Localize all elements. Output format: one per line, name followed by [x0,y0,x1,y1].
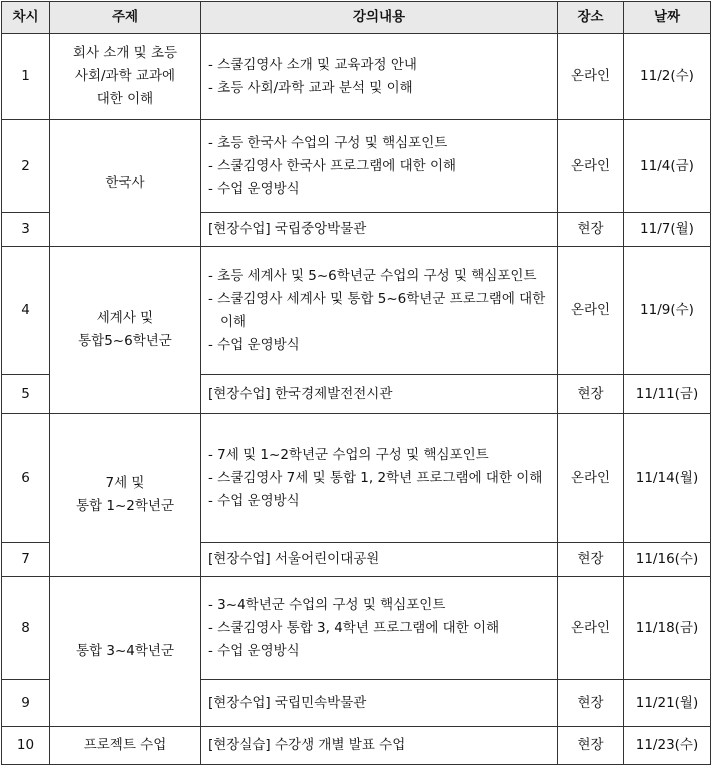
content-cell [201,213,558,247]
topic-line: 7세 및 [105,475,145,491]
topic-line: 세계사 및 [96,310,154,326]
content-line: - 초등 한국사 수업의 구성 및 핵심포인트 [208,134,448,151]
topic-line: 통합 1~2학년군 [76,498,174,514]
content-line: - 스쿨김영사 한국사 프로그램에 대한 이해 [208,157,457,174]
content-line: - 스쿨김영사 7세 및 통합 1, 2학년 프로그램에 대한 이해 [208,469,543,486]
header-topic: 주제 [50,2,201,34]
table-row [2,577,711,680]
place-cell: 온라인 [558,577,624,680]
content-line: [현장수업] 국립중앙박물관 [208,221,367,237]
header-place: 장소 [558,2,624,34]
table-row [2,120,711,213]
topic-line: 사회/과학 교과에 [74,68,176,84]
session-number: 3 [2,213,50,247]
session-number: 2 [2,120,50,213]
content-line: - 수업 운영방식 [208,642,300,659]
table-row [2,727,711,765]
content-line: - 3~4학년군 수업의 구성 및 핵심포인트 [208,596,446,613]
place-cell: 현장 [558,543,624,577]
place-cell: 현장 [558,680,624,727]
topic-line: 통합 3~4학년군 [76,643,174,659]
content-cell [201,680,558,727]
content-line: [현장수업] 서울어린이대공원 [208,551,380,567]
session-number: 6 [2,414,50,543]
content-cell [201,375,558,414]
topic-cell [50,247,201,414]
content-line: - 스쿨김영사 소개 및 교육과정 안내 [208,56,417,73]
session-number: 10 [2,727,50,765]
content-cell [201,120,558,213]
table-row [2,34,711,120]
date-cell: 11/16(수) [624,543,711,577]
topic-cell [50,727,201,765]
date-cell: 11/7(월) [624,213,711,247]
place-cell: 온라인 [558,120,624,213]
header-session: 차시 [2,2,50,34]
content-line: - 수업 운영방식 [208,492,300,509]
date-cell: 11/4(금) [624,120,711,213]
content-cell [201,543,558,577]
content-line: - 스쿨김영사 세계사 및 통합 5~6학년군 프로그램에 대한 이해 [208,290,546,330]
session-number: 7 [2,543,50,577]
topic-cell [50,577,201,727]
header-content: 강의내용 [201,2,558,34]
content-line: - 수업 운영방식 [208,336,300,353]
content-line: - 초등 사회/과학 교과 분석 및 이해 [208,79,413,96]
content-line: - 스쿨김영사 통합 3, 4학년 프로그램에 대한 이해 [208,619,500,636]
content-line: - 초등 세계사 및 5~6학년군 수업의 구성 및 핵심포인트 [208,267,537,284]
content-cell [201,247,558,375]
place-cell: 현장 [558,727,624,765]
session-number: 8 [2,577,50,680]
topic-line: 대한 이해 [96,91,154,107]
header-date: 날짜 [624,2,711,34]
session-number: 4 [2,247,50,375]
session-number: 1 [2,34,50,120]
date-cell: 11/21(월) [624,680,711,727]
content-cell [201,727,558,765]
date-cell: 11/9(수) [624,247,711,375]
topic-line: 프로젝트 수업 [83,737,167,753]
date-cell: 11/23(수) [624,727,711,765]
content-line: [현장수업] 한국경제발전전시관 [208,385,393,402]
header-row [2,2,711,34]
session-number: 5 [2,375,50,414]
date-cell: 11/18(금) [624,577,711,680]
topic-line: 회사 소개 및 초등 [72,45,178,61]
date-cell: 11/14(월) [624,414,711,543]
content-line: [현장수업] 국립민속박물관 [208,694,367,711]
place-cell: 온라인 [558,414,624,543]
date-cell: 11/2(수) [624,34,711,120]
place-cell: 현장 [558,213,624,247]
date-cell: 11/11(금) [624,375,711,414]
topic-line: 한국사 [105,174,145,191]
content-line: - 수업 운영방식 [208,180,300,197]
content-cell [201,34,558,120]
topic-line: 통합5~6학년군 [78,333,172,349]
topic-cell [50,120,201,247]
topic-cell [50,414,201,577]
schedule-table [1,1,711,765]
place-cell: 온라인 [558,34,624,120]
topic-cell [50,34,201,120]
place-cell: 온라인 [558,247,624,375]
place-cell: 현장 [558,375,624,414]
content-line: - 7세 및 1~2학년군 수업의 구성 및 핵심포인트 [208,446,489,463]
table-row [2,247,711,375]
content-cell [201,577,558,680]
session-number: 9 [2,680,50,727]
content-line: [현장실습] 수강생 개별 발표 수업 [208,737,406,753]
content-cell [201,414,558,543]
table-row [2,414,711,543]
